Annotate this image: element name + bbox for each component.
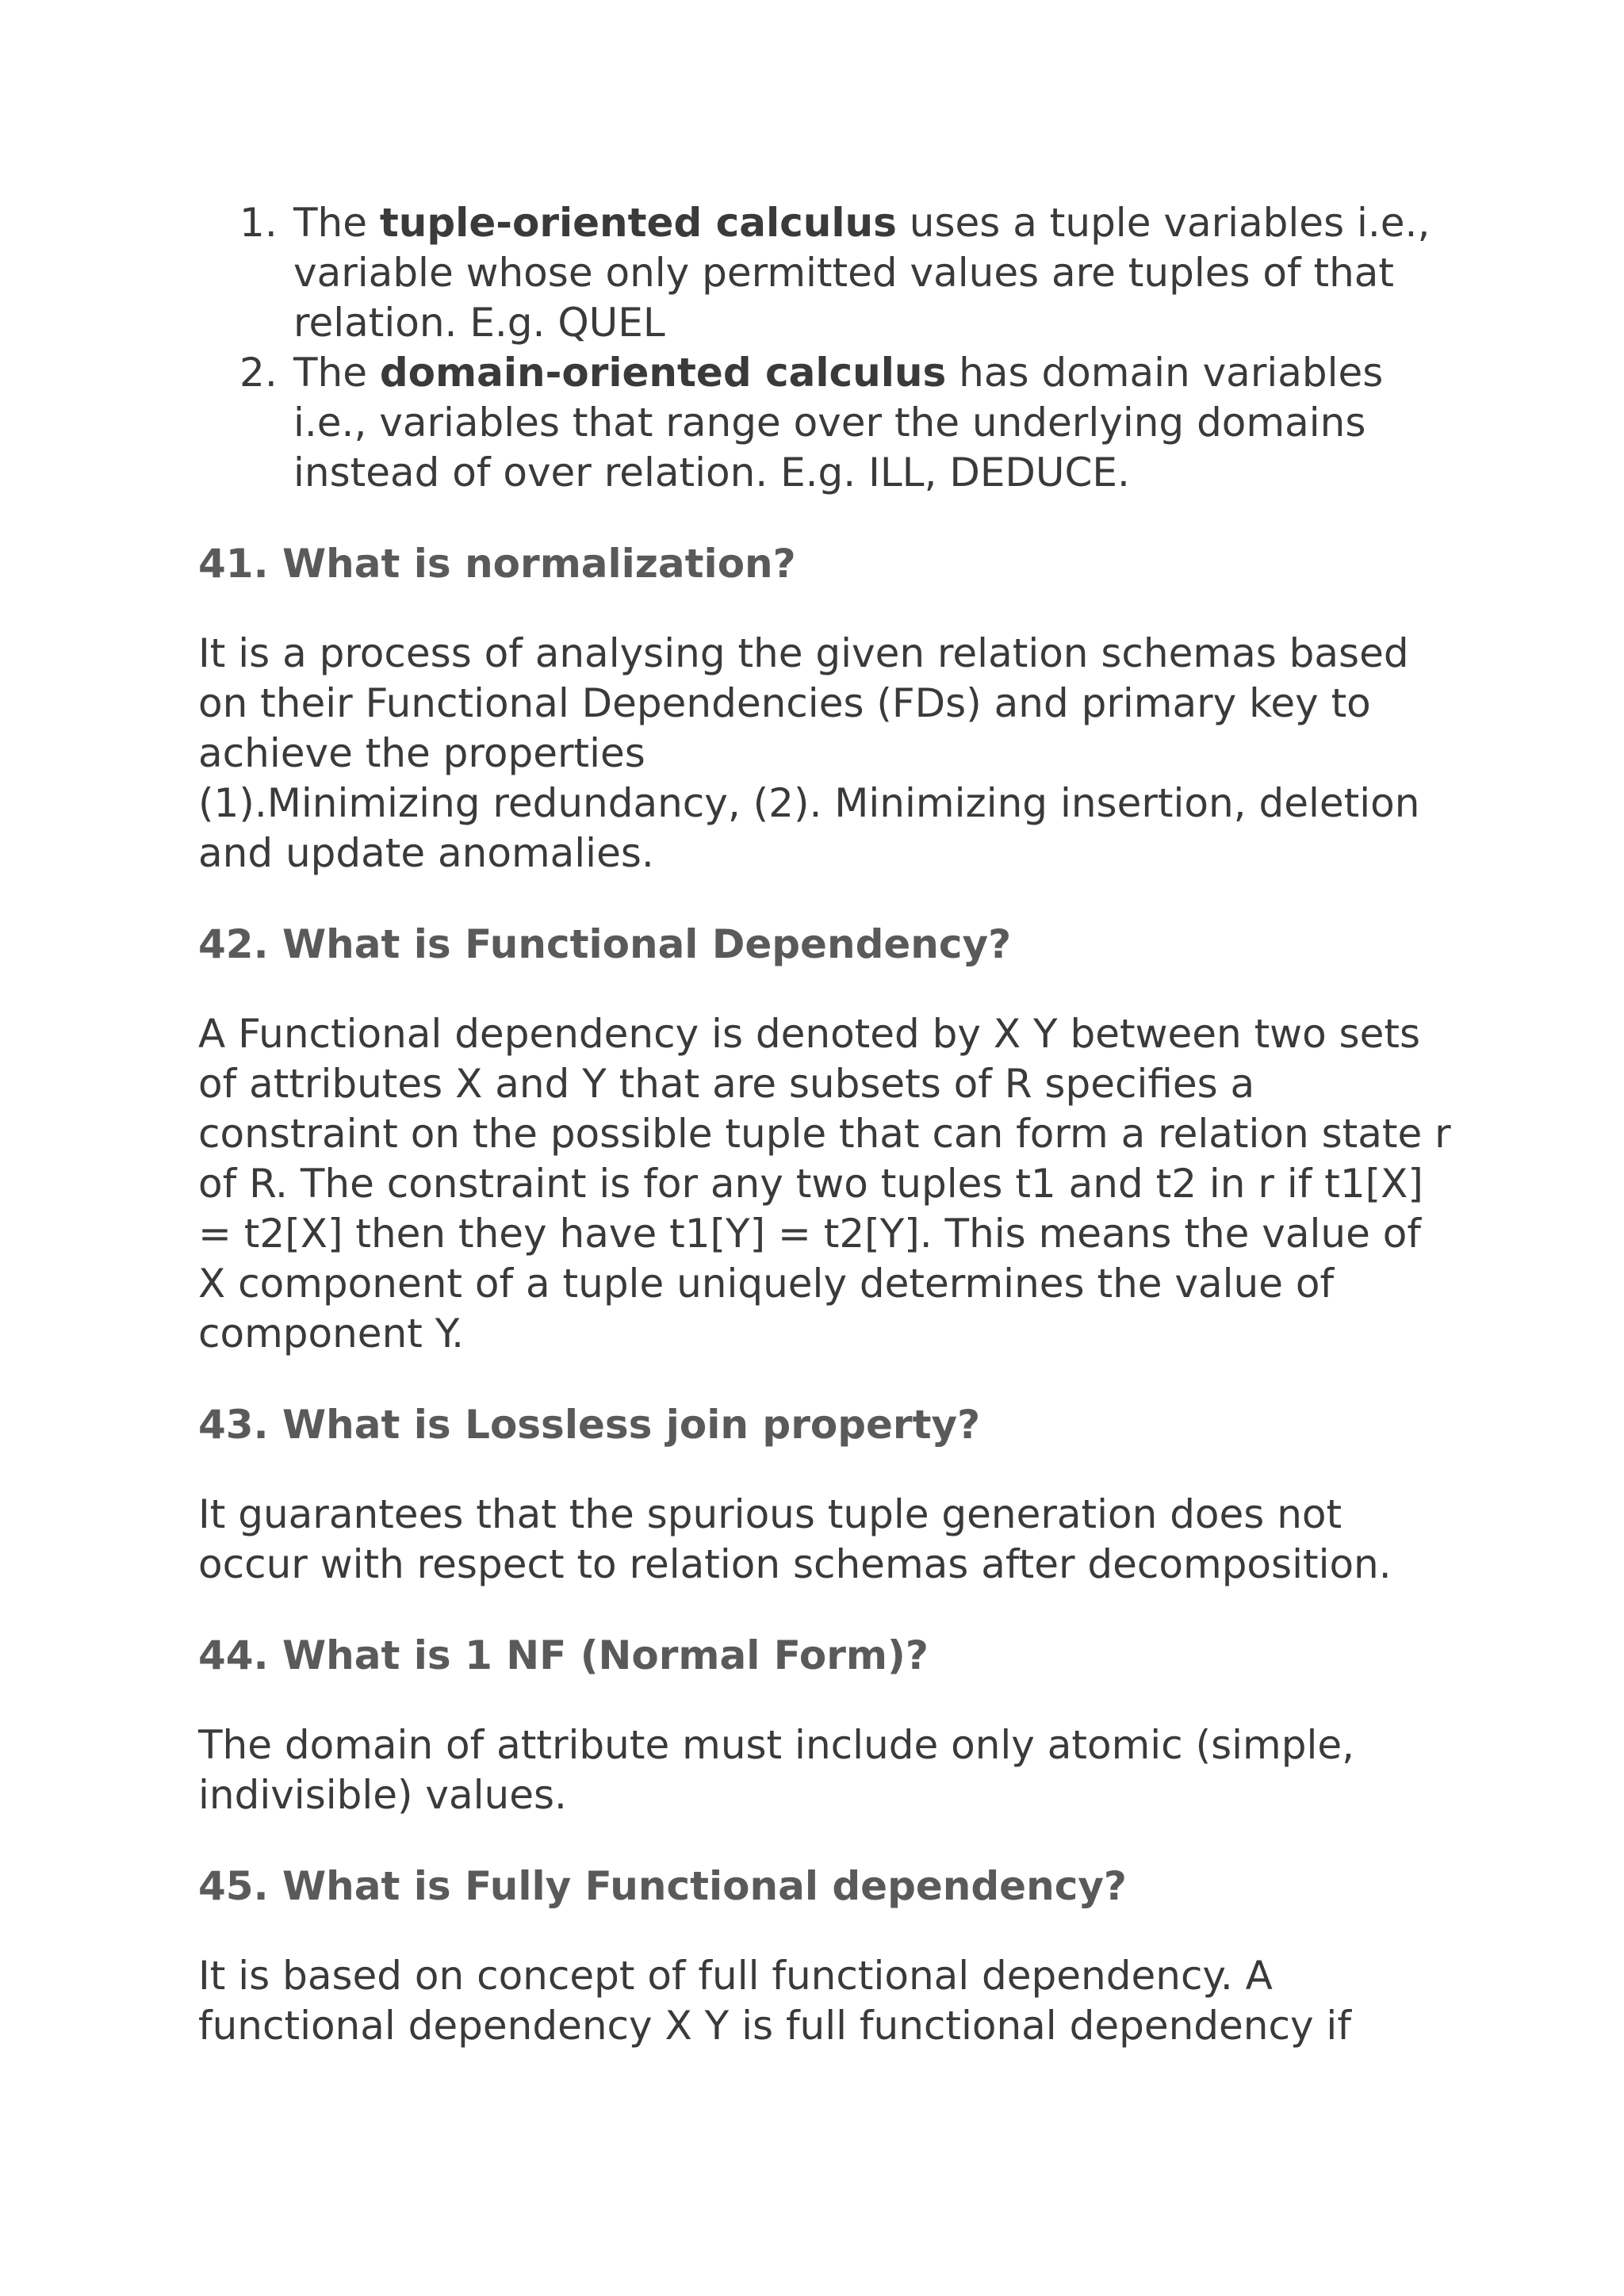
question-43-heading: 43. What is Lossless join property? (198, 1402, 981, 1448)
term-domain-oriented-calculus: domain-oriented calculus (379, 350, 947, 396)
answer-44 (198, 1720, 1451, 1820)
answer-43 (198, 1490, 1451, 1590)
question-41-heading: 41. What is normalization? (198, 541, 796, 587)
answer-43-text: It guarantees that the spurious tuple generation does not occur with respect to relation schemas after decomposition. (198, 1491, 1392, 1587)
answer-45-text: It is based on concept of full functional dependency. A functional dependency X Y is full functional dependency if (198, 1953, 1351, 2049)
question-42-heading: 42. What is Functional Dependency? (198, 921, 1012, 967)
list-item-domain-calculus: The domain-oriented calculus has domain variables i.e., variables that range over the underlying domains instead of over relation. E.g. ILL, DEDUCE. (293, 350, 1384, 496)
term-tuple-oriented-calculus: tuple-oriented calculus (379, 200, 897, 246)
calculus-list (198, 198, 1451, 498)
answer-41-text: It is a process of analysing the given relation schemas based on their Functional Dependencies (FDs) and primary key to achieve the properties (198, 630, 1409, 776)
list-item-tuple-calculus: The tuple-oriented calculus uses a tuple variables i.e., variable whose only permitted values are tuples of that relation. E.g. QUEL (293, 200, 1431, 346)
question-45-heading: 45. What is Fully Functional dependency? (198, 1863, 1127, 1909)
question-44-heading: 44. What is 1 NF (Normal Form)? (198, 1632, 929, 1678)
answer-42-text: A Functional dependency is denoted by X Y between two sets of attributes X and Y that are subsets of R specifies a constraint on the possible tuple that can form a relation state r of R. The constraint is for any two tuples t1 and t2 in r if t1[X] = t2[X] then they have t1[Y] = t2[Y]. This means the value of X component of a tuple uniquely determines the value of component Y. (198, 1011, 1451, 1357)
answer-41-list-text: (1).Minimizing redundancy, (2). Minimizing insertion, deletion and update anomalies. (198, 780, 1420, 876)
answer-41 (198, 629, 1451, 878)
document-page (198, 198, 1451, 2051)
answer-45 (198, 1951, 1451, 2051)
answer-44-text: The domain of attribute must include only atomic (simple, indivisible) values. (198, 1722, 1355, 1818)
answer-42 (198, 1009, 1451, 1359)
